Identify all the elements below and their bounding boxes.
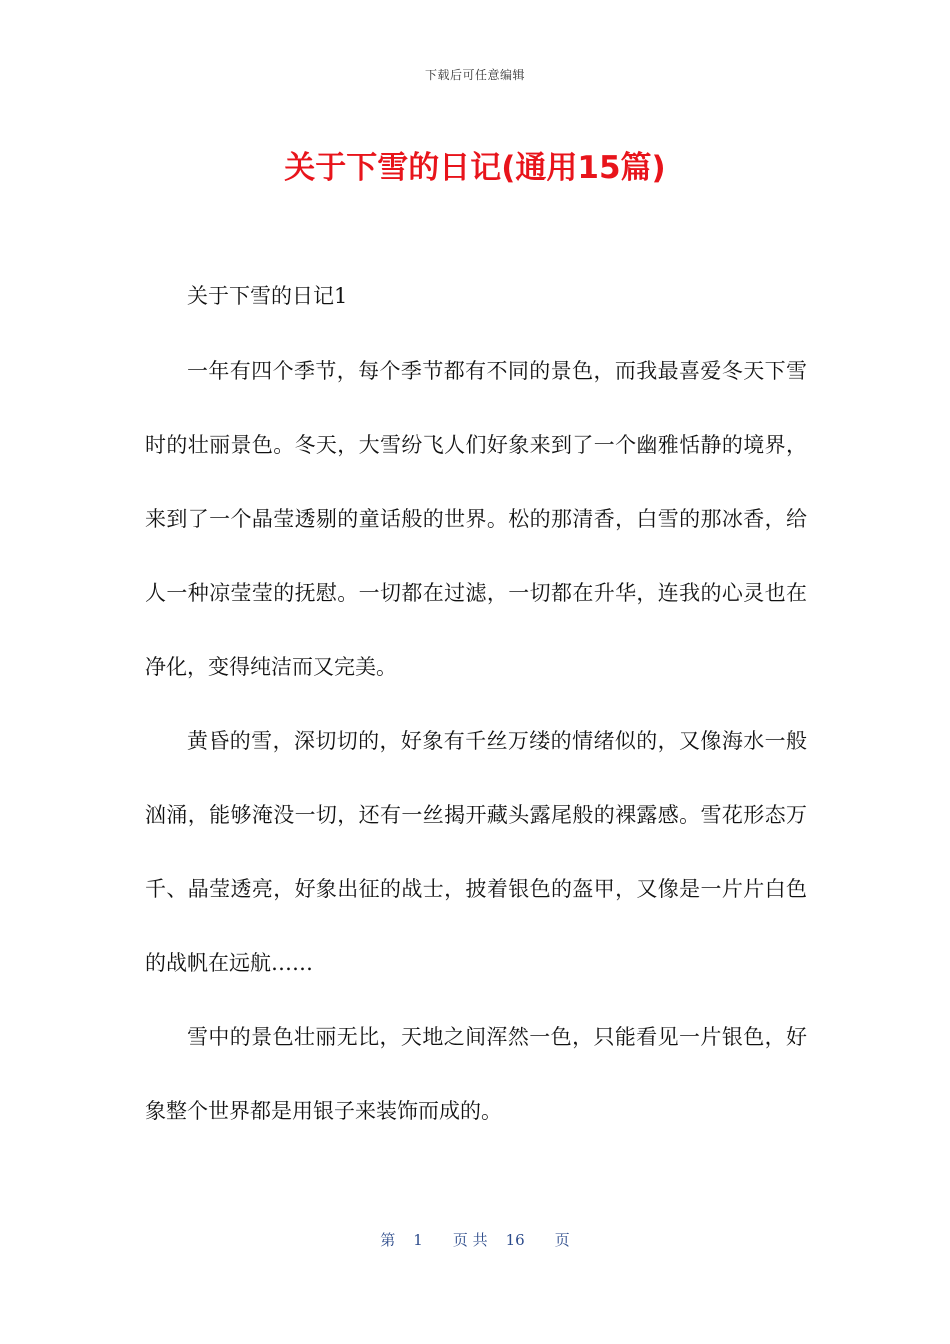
paragraph-3: 雪中的景色壮丽无比，天地之间浑然一色，只能看见一片银色，好象整个世界都是用银子来装饰而成的。 [145, 1025, 807, 1123]
document-title: 关于下雪的日记(通用15篇) [284, 150, 666, 186]
page-current: 1 [413, 1231, 423, 1249]
page-footer [0, 1229, 950, 1250]
page-suffix: 页 [554, 1231, 570, 1249]
paragraph-1: 一年有四个季节，每个季节都有不同的景色，而我最喜爱冬天下雪时的壮丽景色。冬天，大雪纷飞人们好象来到了一个幽雅恬静的境界，来到了一个晶莹透剔的童话般的世界。松的那清香，白雪的那冰香，给人一种凉莹莹的抚慰。一切都在过滤，一切都在升华，连我的心灵也在净化，变得纯洁而又完美。 [145, 359, 807, 679]
section-heading: 关于下雪的日记1 [187, 284, 348, 308]
download-note: 下载后可任意编辑 [424, 68, 525, 82]
document-body [145, 278, 807, 1148]
paragraph-2: 黄昏的雪，深切切的，好象有千丝万缕的情绪似的，又像海水一般汹涌，能够淹没一切，还有一丝揭开藏头露尾般的裸露感。雪花形态万千、晶莹透亮，好象出征的战士，披着银色的盔甲，又像是一片片白色的战帆在远航…… [145, 729, 807, 975]
page-prefix: 第 [380, 1231, 396, 1249]
page-total: 16 [505, 1231, 525, 1249]
page-mid: 页 共 [452, 1231, 488, 1249]
